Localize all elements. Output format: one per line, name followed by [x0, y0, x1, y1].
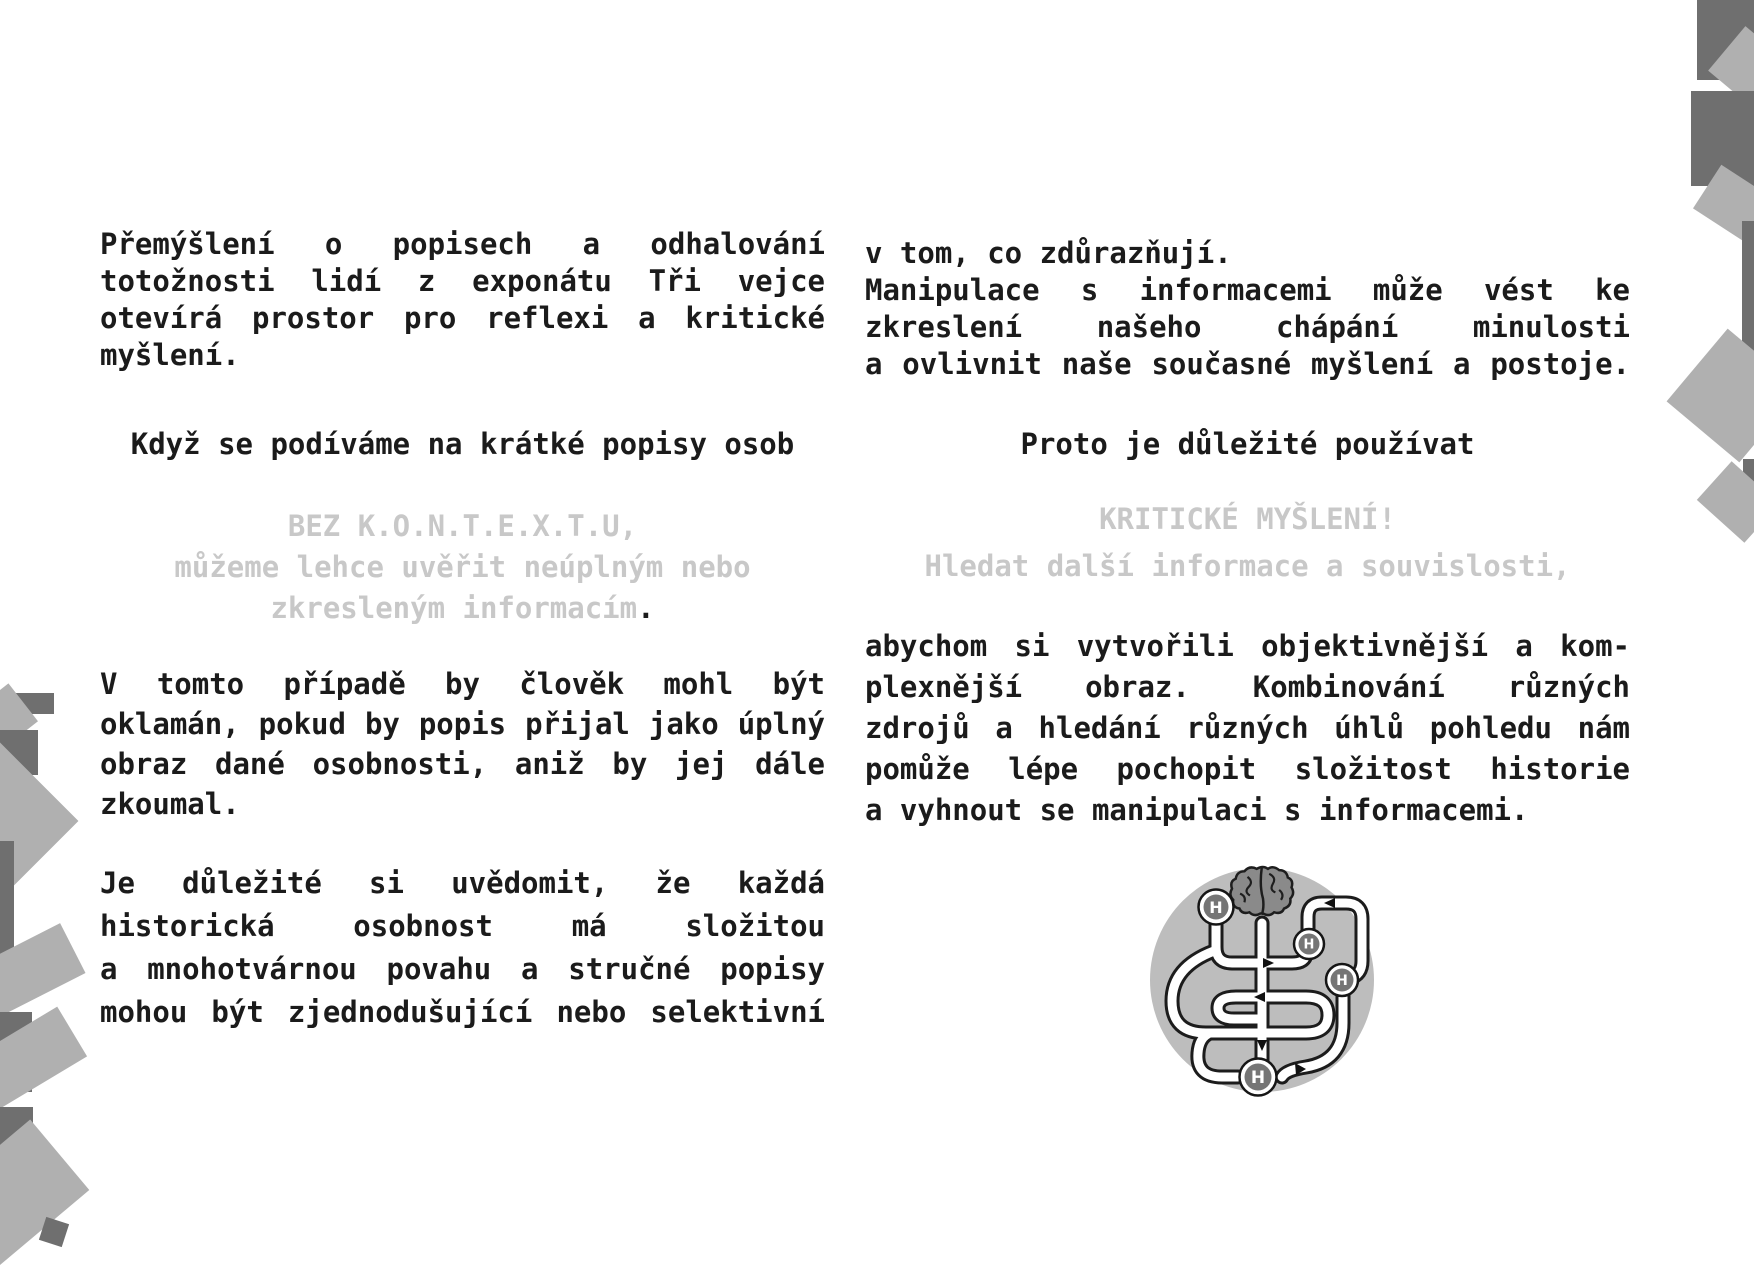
text-line: oklamán, pokud by popis přijal jako úplný — [100, 707, 825, 741]
text-line: Manipulace s informacemi může vést ke — [865, 273, 1630, 307]
text-line: a ovlivnit naše současné myšlení a postoje. — [865, 347, 1630, 381]
paragraph-left-3 — [100, 862, 825, 1034]
text-line: mohou být zjednodušující nebo selektivní — [100, 995, 825, 1029]
brain-icon — [1230, 867, 1293, 915]
h-badge — [1240, 1059, 1277, 1096]
text-line: V tomto případě by člověk mohl být — [100, 667, 825, 701]
text-line: v tom, co zdůrazňují. — [865, 236, 1232, 270]
h-badge — [1326, 964, 1358, 996]
text-line: abychom si vytvořili objektivnější a kom- — [865, 629, 1630, 663]
centered-line-left: Když se podíváme na krátké popisy osob — [130, 427, 795, 461]
highlight-line: Hledat další informace a souvislosti, — [924, 549, 1571, 583]
brain-maze-illustration — [1110, 827, 1410, 1127]
paragraph-right-2 — [865, 626, 1630, 831]
paragraph-right-1a — [865, 235, 1630, 272]
svg-text:H: H — [1303, 937, 1315, 953]
text-line: a vyhnout se manipulaci s informacemi. — [865, 793, 1529, 827]
text-line: historická osobnost má složitou — [100, 909, 825, 943]
highlight-line: můžeme lehce uvěřit neúplným nebo — [174, 550, 751, 584]
highlight-block-left — [100, 506, 825, 629]
svg-text:H: H — [1336, 973, 1348, 990]
text-line: a mnohotvárnou povahu a stručné popisy — [100, 952, 825, 986]
highlight-line: KRITICKÉ MYŠLENÍ! — [1099, 502, 1396, 536]
highlight-line-black-period: . — [637, 591, 655, 625]
paragraph-left-2 — [100, 664, 825, 824]
paragraph-left-1 — [100, 226, 825, 374]
highlight-line — [100, 588, 825, 629]
svg-text:H: H — [1250, 1068, 1266, 1089]
paragraph-right-1b — [865, 272, 1630, 383]
text-line: zkoumal. — [100, 787, 240, 821]
text-line: obraz dané osobnosti, aniž by jej dále — [100, 747, 825, 781]
h-badge — [1294, 929, 1324, 959]
text-line: pomůže lépe pochopit složitost historie — [865, 752, 1630, 786]
centered-line-right: Proto je důležité používat — [1020, 427, 1475, 461]
text-line: otevírá prostor pro reflexi a kritické — [100, 301, 825, 335]
text-line: plexnější obraz. Kombinování různých — [865, 670, 1630, 704]
svg-text:H: H — [1209, 897, 1223, 917]
text-line: zdrojů a hledání různých úhlů pohledu nám — [865, 711, 1630, 745]
highlight-block-right — [865, 496, 1630, 590]
highlight-line-gray-part: zkresleným informacím — [270, 591, 638, 625]
text-line: myšlení. — [100, 338, 240, 372]
text-line: Je důležité si uvědomit, že každá — [100, 866, 825, 900]
text-line: Přemýšlení o popisech a odhalování — [100, 227, 825, 261]
decorative-shape — [0, 1120, 89, 1268]
h-badge — [1199, 890, 1234, 925]
decorative-shape — [1667, 329, 1754, 463]
decorative-shape — [1697, 461, 1754, 542]
text-line: totožnosti lidí z exponátu Tři vejce — [100, 264, 825, 298]
text-line: zkreslení našeho chápání minulosti — [865, 310, 1630, 344]
highlight-line: BEZ K.O.N.T.E.X.T.U, — [287, 509, 638, 543]
